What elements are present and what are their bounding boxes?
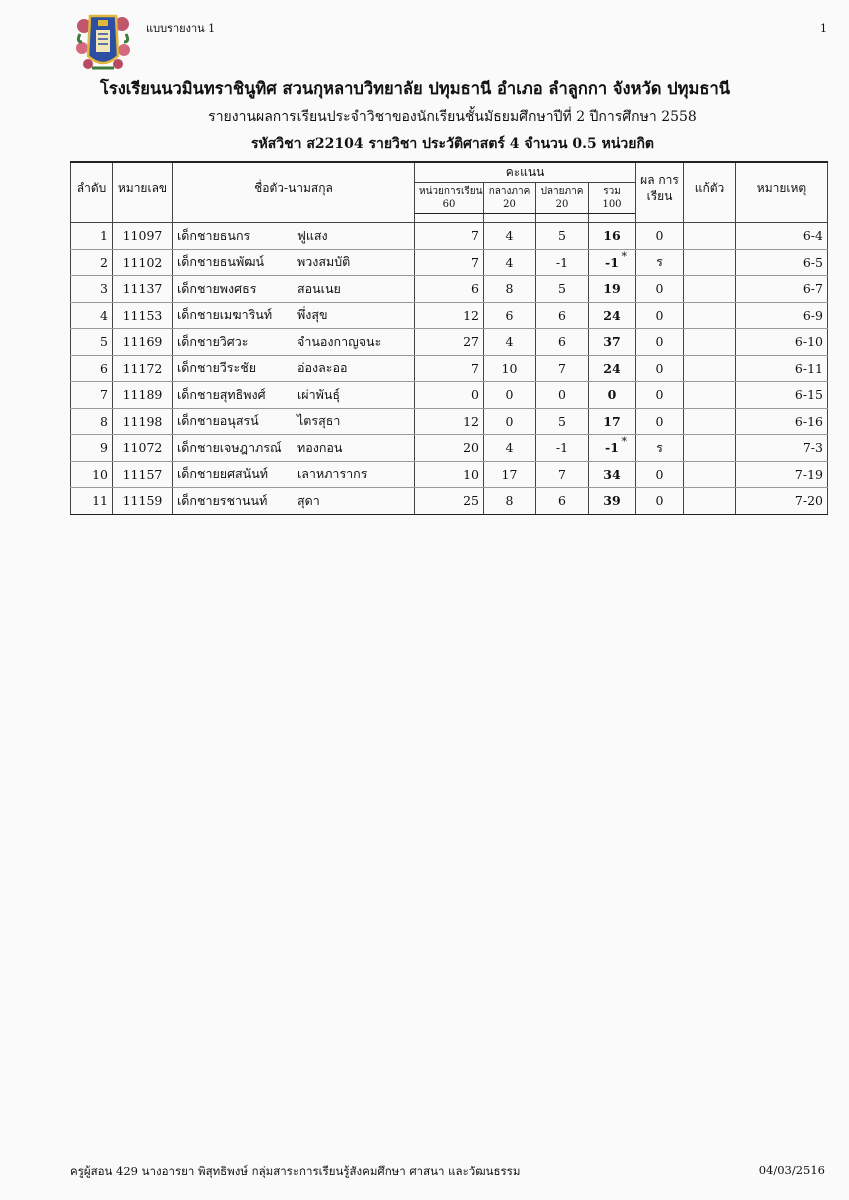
final-score: 5 xyxy=(536,408,589,435)
midterm-label: กลางภาค xyxy=(488,186,531,197)
student-id: 11169 xyxy=(113,329,173,356)
midterm-score: 6 xyxy=(484,302,536,329)
row-no: 3 xyxy=(71,276,113,303)
final-score: 7 xyxy=(536,461,589,488)
student-id: 11153 xyxy=(113,302,173,329)
remark-class: 7-3 xyxy=(736,435,828,462)
page-number: 1 xyxy=(820,22,827,35)
total-value: 34 xyxy=(603,466,621,482)
remark-class: 6-4 xyxy=(736,223,828,250)
unit-score: 6 xyxy=(415,276,484,303)
total-score xyxy=(589,249,636,276)
row-no: 6 xyxy=(71,355,113,382)
last-name: เลาหภารากร xyxy=(297,466,368,482)
unit-score: 27 xyxy=(415,329,484,356)
student-name xyxy=(173,382,415,409)
midterm-score: 4 xyxy=(484,249,536,276)
total-value: -1 xyxy=(605,440,619,456)
midterm-score: 4 xyxy=(484,329,536,356)
result-grade: 0 xyxy=(636,461,684,488)
table-row xyxy=(71,276,828,303)
student-name xyxy=(173,302,415,329)
last-name: พวงสมบัติ xyxy=(297,254,351,270)
remark-class: 6-11 xyxy=(736,355,828,382)
fix-grade xyxy=(684,249,736,276)
unit-max: 60 xyxy=(442,199,456,210)
form-label: แบบรายงาน 1 xyxy=(146,22,216,35)
last-name: สอนเนย xyxy=(297,280,341,296)
final-score: 5 xyxy=(536,223,589,250)
col-header-total xyxy=(589,183,636,214)
result-grade: 0 xyxy=(636,302,684,329)
final-score: 5 xyxy=(536,276,589,303)
fix-grade xyxy=(684,329,736,356)
col-header-unit xyxy=(415,183,484,214)
unit-score: 20 xyxy=(415,435,484,462)
total-value: 0 xyxy=(607,387,617,403)
student-name xyxy=(173,249,415,276)
total-value: 16 xyxy=(603,228,621,244)
total-star: * xyxy=(621,249,627,263)
result-grade: 0 xyxy=(636,355,684,382)
report-title: รายงานผลการเรียนประจำวิชาของนักเรียนชั้นมัธยมศึกษาปีที่ 2 ปีการศึกษา 2558 xyxy=(208,109,697,125)
remark-class: 6-16 xyxy=(736,408,828,435)
row-no: 7 xyxy=(71,382,113,409)
fix-grade xyxy=(684,355,736,382)
fix-grade xyxy=(684,302,736,329)
total-value: 19 xyxy=(603,281,621,297)
midterm-score: 10 xyxy=(484,355,536,382)
last-name: ทองกอน xyxy=(297,439,343,455)
student-name xyxy=(173,329,415,356)
result-grade: ร xyxy=(636,249,684,276)
total-value: -1 xyxy=(605,254,619,270)
unit-score: 7 xyxy=(415,249,484,276)
midterm-score: 8 xyxy=(484,276,536,303)
school-emblem-icon xyxy=(74,12,132,74)
first-name: เด็กชายเจษฎาภรณ์ xyxy=(177,439,282,455)
first-name: เด็กชายยศสนันท์ xyxy=(177,466,269,482)
final-score: -1 xyxy=(536,435,589,462)
last-name: จำนองกาญจนะ xyxy=(297,333,382,349)
unit-score: 12 xyxy=(415,302,484,329)
student-name xyxy=(173,223,415,250)
table-row xyxy=(71,435,828,462)
total-value: 24 xyxy=(603,360,621,376)
last-name: ฟูแสง xyxy=(297,227,328,243)
table-row xyxy=(71,355,828,382)
final-score: 6 xyxy=(536,488,589,515)
student-id: 11072 xyxy=(113,435,173,462)
unit-score: 12 xyxy=(415,408,484,435)
total-value: 37 xyxy=(603,334,621,350)
row-no: 5 xyxy=(71,329,113,356)
last-name: สุดา xyxy=(297,492,320,508)
table-row xyxy=(71,461,828,488)
table-row xyxy=(71,408,828,435)
student-name xyxy=(173,488,415,515)
total-value: 17 xyxy=(603,413,621,429)
student-id: 11097 xyxy=(113,223,173,250)
unit-score: 7 xyxy=(415,223,484,250)
result-grade: 0 xyxy=(636,329,684,356)
first-name: เด็กชายเมฆารินท์ xyxy=(177,307,273,323)
final-score: 6 xyxy=(536,302,589,329)
grades-table xyxy=(70,161,828,515)
result-grade: 0 xyxy=(636,488,684,515)
total-score xyxy=(589,276,636,303)
unit-score: 25 xyxy=(415,488,484,515)
result-grade: 0 xyxy=(636,382,684,409)
last-name: อ่องละออ xyxy=(297,360,348,376)
last-name: พึ่งสุข xyxy=(297,307,328,323)
first-name: เด็กชายธนพัฒน์ xyxy=(177,254,265,270)
unit-score: 7 xyxy=(415,355,484,382)
total-score xyxy=(589,329,636,356)
subject-title: รหัสวิชา ส22104 รายวิชา ประวัติศาสตร์ 4 จำนวน 0.5 หน่วยกิต xyxy=(250,136,655,152)
first-name: เด็กชายสุทธิพงศ์ xyxy=(177,386,266,402)
final-max: 20 xyxy=(555,199,569,210)
col-header-name: ชื่อตัว-นามสกุล xyxy=(173,162,415,214)
remark-class: 6-15 xyxy=(736,382,828,409)
total-score xyxy=(589,355,636,382)
table-row xyxy=(71,249,828,276)
remark-class: 6-10 xyxy=(736,329,828,356)
first-name: เด็กชายวิศวะ xyxy=(177,333,249,349)
remark-class: 6-9 xyxy=(736,302,828,329)
col-header-final xyxy=(536,183,589,214)
row-no: 2 xyxy=(71,249,113,276)
teacher-line: ครูผู้สอน 429 นางอารยา พิสุทธิพงษ์ กลุ่มสาระการเรียนรู้สังคมศึกษา ศาสนา และวัฒนธรรม xyxy=(70,1164,521,1178)
first-name: เด็กชายรชานนท์ xyxy=(177,492,268,508)
student-id: 11198 xyxy=(113,408,173,435)
total-score xyxy=(589,488,636,515)
school-title: โรงเรียนนวมินทราชินูทิศ สวนกุหลาบวิทยาลัย ปทุมธานี อำเภอ ลำลูกกา จังหวัด ปทุมธานี xyxy=(100,79,731,98)
col-header-result: ผล การเรียน xyxy=(636,162,684,214)
student-name xyxy=(173,435,415,462)
result-grade: 0 xyxy=(636,223,684,250)
total-score xyxy=(589,461,636,488)
midterm-score: 8 xyxy=(484,488,536,515)
col-header-score-group: คะแนน xyxy=(415,162,636,183)
last-name: เผ่าพันธุ์ xyxy=(297,386,341,402)
result-grade: 0 xyxy=(636,276,684,303)
student-name xyxy=(173,276,415,303)
midterm-max: 20 xyxy=(503,199,516,210)
row-no: 11 xyxy=(71,488,113,515)
unit-score: 10 xyxy=(415,461,484,488)
col-header-no: ลำดับ xyxy=(71,162,113,214)
total-value: 24 xyxy=(603,307,621,323)
col-header-midterm xyxy=(484,183,536,214)
table-row xyxy=(71,302,828,329)
report-date: 04/03/2516 xyxy=(758,1163,825,1177)
remark-class: 7-19 xyxy=(736,461,828,488)
remark-class: 6-5 xyxy=(736,249,828,276)
fix-grade xyxy=(684,461,736,488)
remark-class: 7-20 xyxy=(736,488,828,515)
row-no: 9 xyxy=(71,435,113,462)
student-id: 11137 xyxy=(113,276,173,303)
first-name: เด็กชายธนกร xyxy=(177,227,251,243)
total-score xyxy=(589,435,636,462)
result-grade: ร xyxy=(636,435,684,462)
midterm-score: 4 xyxy=(484,223,536,250)
student-id: 11157 xyxy=(113,461,173,488)
total-score xyxy=(589,302,636,329)
fix-grade xyxy=(684,223,736,250)
student-name xyxy=(173,408,415,435)
total-score xyxy=(589,382,636,409)
last-name: ไตรสุธา xyxy=(297,413,341,429)
total-star: * xyxy=(621,435,627,448)
col-header-id: หมายเลข xyxy=(113,162,173,214)
total-score xyxy=(589,408,636,435)
midterm-score: 0 xyxy=(484,382,536,409)
student-id: 11189 xyxy=(113,382,173,409)
student-name xyxy=(173,355,415,382)
row-no: 1 xyxy=(71,223,113,250)
student-name xyxy=(173,461,415,488)
first-name: เด็กชายพงศธร xyxy=(177,280,257,296)
remark-class: 6-7 xyxy=(736,276,828,303)
table-row xyxy=(71,223,828,250)
midterm-score: 0 xyxy=(484,408,536,435)
unit-score: 0 xyxy=(415,382,484,409)
final-score: 7 xyxy=(536,355,589,382)
total-label: รวม xyxy=(603,186,621,197)
row-no: 8 xyxy=(71,408,113,435)
final-score: -1 xyxy=(536,249,589,276)
total-value: 39 xyxy=(603,493,621,509)
row-no: 10 xyxy=(71,461,113,488)
result-grade: 0 xyxy=(636,408,684,435)
col-header-fix: แก้ตัว xyxy=(684,162,736,214)
midterm-score: 4 xyxy=(484,435,536,462)
table-row xyxy=(71,488,828,515)
student-id: 11172 xyxy=(113,355,173,382)
col-header-remark: หมายเหตุ xyxy=(736,162,828,214)
fix-grade xyxy=(684,435,736,462)
total-max: 100 xyxy=(602,199,622,210)
fix-grade xyxy=(684,408,736,435)
table-row xyxy=(71,382,828,409)
midterm-score: 17 xyxy=(484,461,536,488)
table-row xyxy=(71,329,828,356)
student-id: 11159 xyxy=(113,488,173,515)
fix-grade xyxy=(684,488,736,515)
final-score: 6 xyxy=(536,329,589,356)
final-score: 0 xyxy=(536,382,589,409)
total-score xyxy=(589,223,636,250)
final-label: ปลายภาค xyxy=(540,186,584,197)
student-id: 11102 xyxy=(113,249,173,276)
fix-grade xyxy=(684,382,736,409)
fix-grade xyxy=(684,276,736,303)
first-name: เด็กชายวีระชัย xyxy=(177,360,257,376)
unit-label: หน่วยการเรียน xyxy=(419,186,483,197)
row-no: 4 xyxy=(71,302,113,329)
first-name: เด็กชายอนุสรน์ xyxy=(177,413,259,429)
